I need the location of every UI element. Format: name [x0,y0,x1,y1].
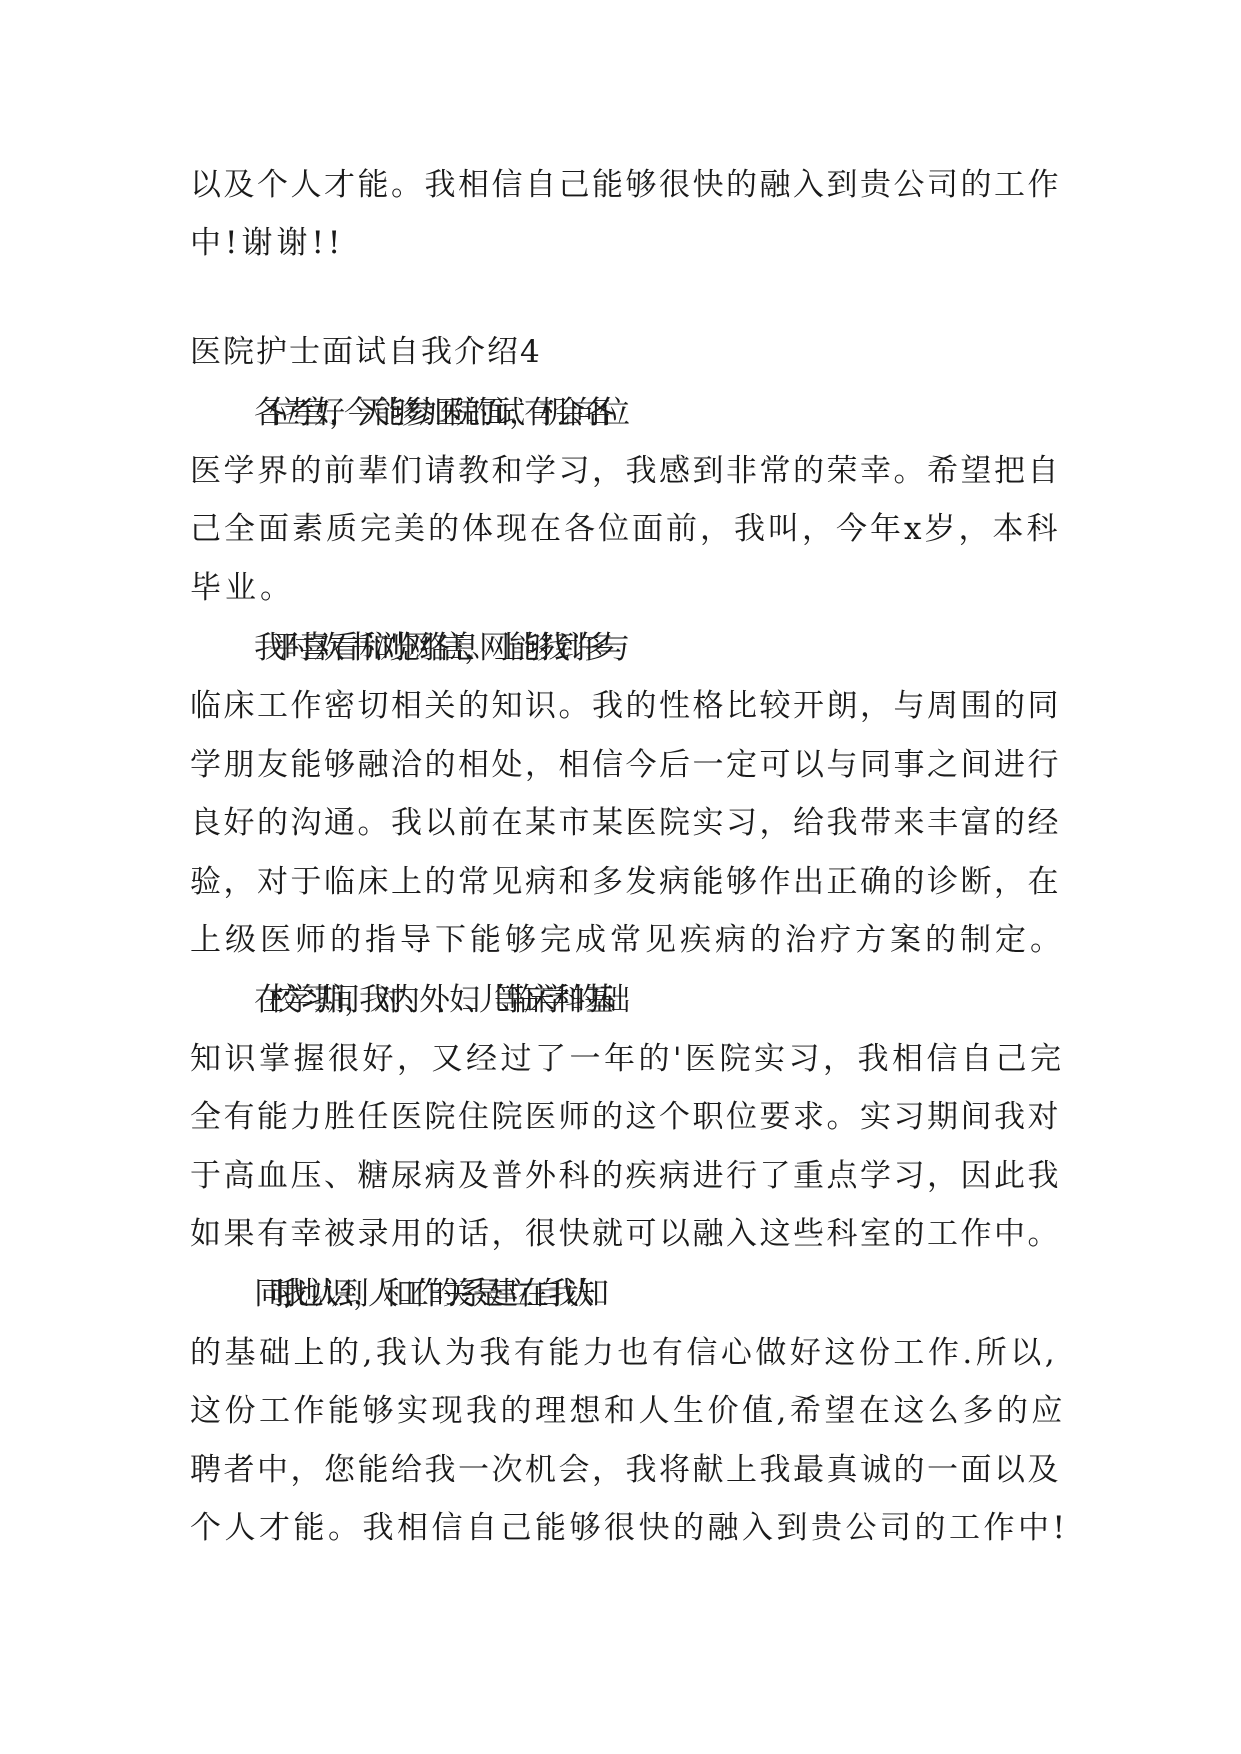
paragraph-line: 医学界的前辈们请教和学习，我感到非常的荣幸。希望把自 [190,453,1061,489]
section-title: 医院护士面试自我介绍4 [190,334,542,370]
paragraph-line: 临床工作密切相关的知识。我的性格比较开朗，与周围的同 [190,688,1061,724]
paragraph-line: 于高血压、糖尿病及普外科的疾病进行了重点学习，因此我 [190,1158,1061,1194]
paragraph-line: 这份工作能够实现我的理想和人生价值,希望在这么多的应 [190,1393,1066,1429]
text-line: 中!谢谢!! [190,225,345,261]
paragraph-line: 毕业。 [190,570,295,606]
paragraph-line: 各位考官好，今天能够参加医院的面试，有机会向各位 [254,395,614,431]
paragraph-line: 己全面素质完美的体现在各位面前，我叫，今年x岁，本科 [190,511,1061,547]
paragraph-line: 验，对于临床上的常见病和多发病能够作出正确的诊断，在 [190,864,1061,900]
paragraph-line: 的基础上的,我认为我有能力也有信心做好这份工作.所以, [190,1335,1059,1371]
paragraph-line: 同时,我也认识到，人和工作的关系是建立在自我认知 [254,1276,593,1312]
paragraph-line: 学朋友能够融洽的相处，相信今后一定可以与同事之间进行 [190,747,1061,783]
paragraph-line: 上级医师的指导下能够完成常见疾病的治疗方案的制定。 [190,922,1065,958]
paragraph-line: 知识掌握很好，又经过了一年的'医院实习，我相信自己完 [190,1041,1065,1077]
paragraph-line: 良好的沟通。我以前在某市某医院实习，给我带来丰富的经 [190,805,1061,841]
paragraph-line: 聘者中，您能给我一次机会，我将献上我最真诚的一面以及 [190,1452,1061,1488]
paragraph-line: 我平时喜欢看书和浏览网络信息，网上能够找到许多与 [254,630,614,666]
paragraph-line: 个人才能。我相信自己能够很快的融入到贵公司的工作中! [190,1510,1069,1546]
paragraph-line: 全有能力胜任医院住院医师的这个职位要求。实习期间我对 [190,1099,1061,1135]
text-line: 以及个人才能。我相信自己能够很快的融入到贵公司的工作 [190,167,1061,203]
paragraph-line: 在校学习期间，我对内、外、妇、儿等临床学科的基础 [254,982,614,1018]
paragraph-line: 如果有幸被录用的话，很快就可以融入这些科室的工作中。 [190,1216,1061,1252]
